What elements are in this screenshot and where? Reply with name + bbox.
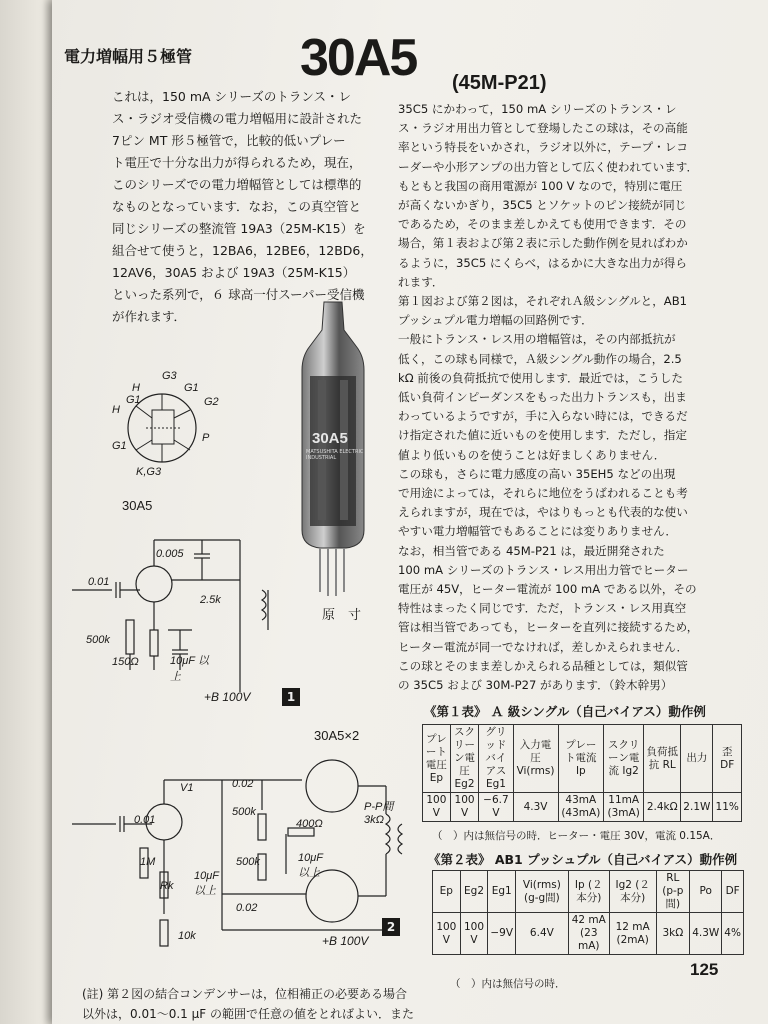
- table2: [432, 870, 744, 955]
- text-line: なものとなっています．なお，この真空管と: [112, 199, 362, 214]
- pin-label: P: [202, 432, 210, 444]
- tube-marking: 30A5: [312, 430, 348, 447]
- circuit-label: +B 100V: [204, 690, 251, 704]
- figure2-number: 2: [382, 918, 400, 936]
- pinout-diagram: [106, 370, 226, 490]
- circuit-label: 150Ω: [112, 656, 139, 668]
- text-line: プッシュプル電力増幅の回路例です．: [398, 313, 593, 328]
- pin-label: H: [132, 382, 140, 394]
- pin-label: G1: [126, 394, 141, 406]
- table-header-cell: DF: [722, 871, 744, 913]
- tube-brand: MATSUSHITA ELECTRIC INDUSTRIAL: [306, 449, 364, 461]
- table-header-cell: 歪 DF: [713, 725, 742, 793]
- text-line: わっているようですが，手に入らない時には，できるだ: [398, 409, 688, 424]
- table-cell: 6.4V: [516, 913, 569, 955]
- text-line: れます．: [398, 274, 444, 289]
- circuit-label: 0.01: [134, 814, 156, 826]
- table1-note: （ ）内は無信号の時．ヒーター・電圧 30V，電流 0.15A．: [432, 830, 721, 842]
- page-number: 125: [690, 960, 719, 979]
- text-line: ス・ラジオ受信機の電力増幅用に設計された: [112, 111, 363, 126]
- equivalent-tube: (45M-P21): [452, 72, 547, 94]
- right-column-text: [398, 100, 728, 695]
- table-cell: 43mA (43mA): [558, 793, 604, 822]
- figure2-title: 30A5×2: [314, 728, 360, 743]
- table-header-cell: 負荷抵抗 RL: [644, 725, 681, 793]
- table-row: [423, 793, 742, 822]
- text-line: このシリーズでの電力増幅管としては標準的: [112, 177, 362, 192]
- book-page: [52, 0, 768, 1024]
- text-line: の 35C5 および 30M-P27 があります．（鈴木幹男）: [398, 678, 673, 693]
- table-header-cell: グリッドバイアス Eg1: [479, 725, 513, 793]
- table-cell: 4.3V: [513, 793, 558, 822]
- pin-label: K,G3: [136, 466, 162, 478]
- circuit-label: 0.005: [156, 548, 184, 560]
- text-line: 一般にトランス・レス用の増幅管は，その内部抵抗が: [398, 332, 676, 347]
- text-line: 率という特長をいかされ，ラジオ以外に，テープ・レコ: [398, 140, 688, 155]
- text-line: えられますが，現在では，やはりもっとも代表的な使い: [398, 505, 688, 520]
- circuit-label: 2.5k: [200, 594, 221, 606]
- table-row: [433, 913, 744, 955]
- circuit-label: 500k: [86, 634, 110, 646]
- table2-note: （ ）内は無信号の時．: [450, 978, 566, 990]
- text-line: なお，相当管である 45M-P21 は，最近開発された: [398, 543, 665, 558]
- photo-caption: 原 寸: [322, 608, 362, 623]
- pin-label: G3: [162, 370, 177, 382]
- footnote: [82, 984, 442, 1024]
- text-line: 12AV6，30A5 および 19A3（25M-K15）: [112, 265, 356, 280]
- text-line: ス・ラジオ用出力管として登場したこの球は，その高能: [398, 121, 688, 136]
- pin-label: G1: [112, 440, 127, 452]
- table-cell: 3kΩ: [656, 913, 690, 955]
- circuit-label: 10k: [178, 930, 196, 942]
- category-heading: 電力増幅用５極管: [64, 47, 193, 66]
- circuit-label: 0.01: [88, 576, 110, 588]
- table-cell: 42 mA (23 mA): [568, 913, 609, 955]
- circuit-label: 10μF 以上: [298, 852, 323, 879]
- text-line: 同じシリーズの整流管 19A3（25M-K15）を: [112, 221, 366, 236]
- circuit-label: 400Ω: [296, 818, 323, 830]
- circuit-label: +B 100V: [322, 934, 369, 948]
- text-line: 低く，この球も同様で，Ａ級シングル動作の場合，2.5: [398, 351, 682, 366]
- table-header-cell: Ep: [433, 871, 461, 913]
- text-line: 35C5 にかわって，150 mA シリーズのトランス・レ: [398, 102, 677, 116]
- text-line: が作れます．: [112, 309, 187, 324]
- text-line: 値より低いものを使うことは好ましくありません．: [398, 447, 666, 462]
- circuit-label: 0.02: [232, 778, 254, 790]
- table-header-row: [433, 871, 744, 913]
- text-line: 場合，第１表および第２表に示した動作例を見ればわか: [398, 236, 688, 251]
- circuit-label: V1: [180, 782, 194, 794]
- left-column-text: [112, 86, 402, 328]
- text-line: け指定された値に近いものを使用します．ただし，指定: [398, 428, 687, 443]
- text-line: が高くないかぎり，35C5 とソケットのピン接続が同じ: [398, 198, 687, 213]
- table-header-cell: 出力: [681, 725, 713, 793]
- text-line: ーダーや小形アンプの出力管として広く使われています．: [398, 159, 699, 174]
- table-header-cell: プレート電流 Ip: [558, 725, 604, 793]
- text-line: この球とそのまま差しかえられる品種としては，類似管: [398, 658, 688, 673]
- table-cell: −9V: [488, 913, 516, 955]
- table-header-cell: 入力電圧 Vi(rms): [513, 725, 558, 793]
- text-line: 特性はまったく同じです．ただ，トランス・レス用真空: [398, 601, 687, 616]
- text-line: kΩ 前後の負荷抵抗で使用します．最近では，こうした: [398, 370, 683, 385]
- text-line: ト電圧で十分な出力が得られるため，現在，: [112, 155, 362, 170]
- text-line: 第１図および第２図は，それぞれＡ級シングルと，AB1: [398, 294, 688, 309]
- text-line: 電圧が 45V，ヒーター電流が 100 mA である以外，その: [398, 582, 697, 597]
- figure1-title: 30A5: [122, 498, 153, 513]
- table-header-cell: スクリーン電圧 Eg2: [450, 725, 479, 793]
- text-line: やすい電力増幅管でもあることには変りありません．: [398, 524, 677, 539]
- table-cell: 4%: [722, 913, 744, 955]
- table-cell: 11mA (3mA): [604, 793, 644, 822]
- circuit-label: Rk: [160, 880, 174, 892]
- text-line: 低い負荷インピーダンスをもった出力トランスも，出ま: [398, 390, 687, 405]
- figure1-number: 1: [282, 688, 300, 706]
- circuit-label: 500k: [236, 856, 260, 868]
- circuit-label: 500k: [232, 806, 256, 818]
- pin-label: H: [112, 404, 120, 416]
- table1: [422, 724, 742, 822]
- text-line: 組合せて使うと，12BA6，12BE6，12BD6，: [112, 243, 373, 258]
- table-cell: −6.7 V: [479, 793, 513, 822]
- table-header-cell: Eg2: [460, 871, 488, 913]
- table-cell: 100 V: [423, 793, 451, 822]
- circuit-label: P-P間 3kΩ: [364, 801, 394, 826]
- text-line: ヒーター電流が同一でなければ，差しかえられません．: [398, 639, 689, 654]
- table-cell: 100 V: [450, 793, 479, 822]
- table-cell: 11%: [713, 793, 742, 822]
- table-cell: 2.4kΩ: [644, 793, 681, 822]
- footnote-line: (註) 第２図の結合コンデンサーは，位相補正の必要ある場合: [82, 987, 407, 1001]
- facing-page-edge: [0, 0, 60, 1024]
- table-cell: 2.1W: [681, 793, 713, 822]
- text-line: 100 mA シリーズのトランス・レス用出力管でヒーター: [398, 562, 689, 577]
- text-line: これは，150 mA シリーズのトランス・レ: [112, 89, 352, 104]
- text-line: といった系列で，６ 球高一付スーパー受信機: [112, 287, 365, 302]
- table-cell: 12 mA (2mA): [609, 913, 656, 955]
- tube-model-title: 30A5: [300, 29, 417, 87]
- circuit-label: 0.02: [236, 902, 258, 914]
- table-header-cell: Eg1: [488, 871, 516, 913]
- circuit-label: 10μF 以上: [170, 655, 209, 683]
- table-cell: 100 V: [460, 913, 488, 955]
- text-line: るように，35C5 にくらべ，はるかに大きな出力が得ら: [398, 255, 687, 270]
- table-header-cell: Vi(rms) (g-g間): [516, 871, 569, 913]
- text-line: 7ピン MT 形５極管で，比較的低いプレー: [112, 133, 346, 148]
- circuit-label: 10μF 以上: [194, 870, 219, 897]
- table1-title: 《第１表》 Ａ 級シングル（自己バイアス）動作例: [424, 704, 706, 719]
- text-line: であるため，そのまま差しかえても使用できます．その: [398, 217, 687, 232]
- footnote-line: 以外は，0.01〜0.1 μF の範囲で任意の値をとればよい．また: [82, 1007, 414, 1021]
- text-line: この球も，さらに電力感度の高い 35EH5 などの出現: [398, 466, 676, 481]
- circuit-label: 1M: [140, 856, 156, 868]
- table-header-cell: プレート電圧 Ep: [423, 725, 451, 793]
- table2-title: 《第２表》 AB1 プッシュプル（自己バイアス）動作例: [428, 852, 738, 867]
- text-line: で用途によっては，それらに地位をうばわれることも考: [398, 486, 688, 501]
- table-header-cell: RL (p-p間): [656, 871, 690, 913]
- table-cell: 100 V: [433, 913, 461, 955]
- table-header-cell: Po: [690, 871, 722, 913]
- text-line: もともと我国の商用電源が 100 V なので，特別に電圧: [398, 178, 683, 193]
- table-header-cell: スクリーン電流 Ig2: [604, 725, 644, 793]
- table-header-cell: Ip (２本分): [568, 871, 609, 913]
- table-header-row: [423, 725, 742, 793]
- pin-label: G1: [184, 382, 199, 394]
- figure2-schematic: [72, 744, 412, 954]
- table-cell: 4.3W: [690, 913, 722, 955]
- text-line: 管は相当管であっても，ヒーターを直列に接続するため，: [398, 620, 699, 635]
- pin-label: G2: [204, 396, 219, 408]
- table-header-cell: Ig2 (２本分): [609, 871, 656, 913]
